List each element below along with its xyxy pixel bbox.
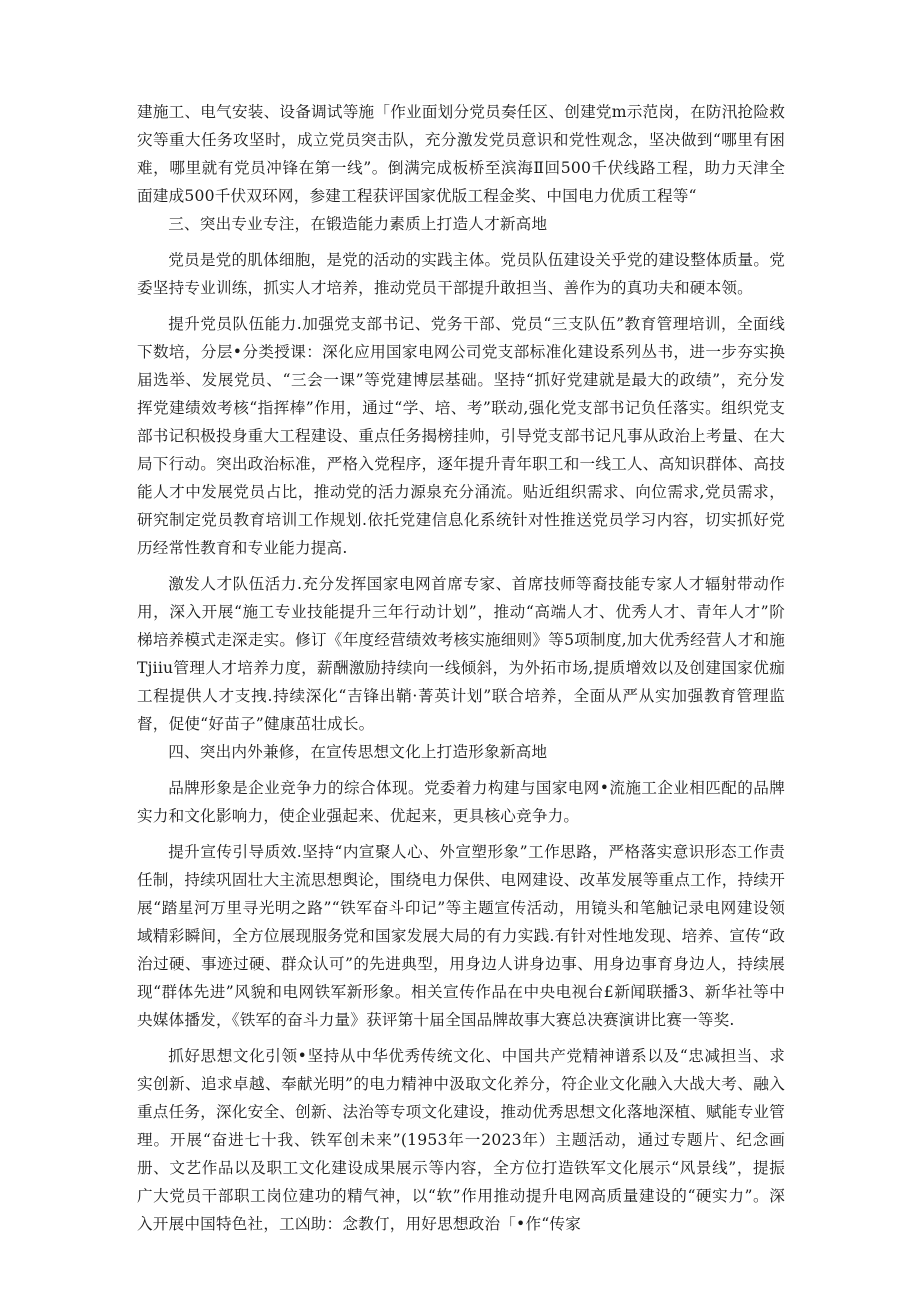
section-heading-3: 三、突出专业专注，在锻造能力素质上打造人才新高地 (168, 215, 548, 233)
body-paragraph: 提升宣传引导质效.坚持“内宣聚人心、外宣塑形象”工作思路，严格落实意识形态工作责任制，持续巩固壮大主流思想舆论，围绕电力保供、电网建设、改革发展等重点工作，持续开展“踏星河万里寻光明之路”“铁军奋斗印记”等主题宣传活动，用镜头和笔触记录电网建设领域精彩瞬间，全方位展现服务党和国家发展大局的有力实践.有针对性地发现、培养、宣传“政治过硬、事迹过硬、群众认可”的先进典型，用身边人讲身边事、用身边事育身边人，持续展现“群体先进”风貌和电网铁军新形象。相关宣传作品在中央电视台£新闻联播3、新华社等中央媒体播发，《铁军的奋斗力量》获评第十届全国品牌故事大赛总决赛演讲比赛一等奖. (137, 843, 785, 1029)
body-paragraph: 党员是党的肌体细胞，是党的活动的实践主体。党员队伍建设关乎党的建设整体质量。党委坚持专业训练，抓实人才培养，推动党员干部提升敢担当、善作为的真功夫和硬本领。 (137, 251, 785, 297)
body-paragraph: 品牌形象是企业竞争力的综合体现。党委着力构建与国家电网•流施工企业相匹配的品牌实力和文化影响力，使企业强起来、优起来，更具核心竞争力。 (137, 779, 785, 825)
body-paragraph: 抓好思想文化引领•坚持从中华优秀传统文化、中国共产党精神谱系以及“忠减担当、求实创新、追求卓越、奉献光明”的电力精神中汲取文化养分，符企业文化融入大战大考、融入重点任务，深化安全、创新、法治等专项文化建设，推动优秀思想文化落地深植、赋能专业管理。开展“奋进七十我、铁军创未来”(1953年一2023年）主题活动，通过专题片、纪念画册、文艺作品以及职工文化建设成果展示等内容，全方位打造铁军文化展示“风景线”，提振广大党员干部职工岗位建功的精气神，以“软”作用推动提升电网高质量建设的“硬实力”。深入开展中国特色社，工凶助：念教仃，用好思想政治「•作“传家 (137, 1047, 785, 1233)
document-page (137, 98, 785, 1238)
body-paragraph: 建施工、电气安装、设备调试等施「作业面划分党员奏任区、创建党m示范岗，在防汛抢险救灾等重大任务攻坚时，成立党员突击队，充分激发党员意识和党性观念，坚决做到“哪里有困难，哪里就有党员冲锋在第一线”。倒满完成板桥至滨海Ⅱ回500千伏线路工程，助力天津全面建成500千伏双环网，参建工程获评国家优版工程金奖、中国电力优质工程等“ (137, 103, 785, 205)
section-heading-4: 四、突出内外兼修，在宣传思想文化上打造形象新高地 (168, 743, 548, 761)
body-paragraph: 激发人才队伍活力.充分发挥国家电网首席专家、首席技师等裔技能专家人才辐射带动作用，深入开展“施工专业技能提升三年行动计划”，推动“高端人才、优秀人才、青年人才”阶梯培养模式走深走实。修订《年度经营绩效考核实施细则》等5项制度,加大优秀经营人才和施Tjiiu管理人才培养力度，薪酬激励持续向一线倾斜，为外拓市场,提质增效以及创建国家优痂工程提供人才支拽.持续深化“吉锋出鞘·菁英计划”联合培养，全面从严从实加强教育管理监督，促使“好苗子”健康茁壮成长。 (137, 575, 785, 733)
body-paragraph: 提升党员队伍能力.加强党支部书记、党务干部、党员“三支队伍”教育管理培训，全面线下数培，分层•分类授课：深化应用国家电网公司党支部标准化建设系列丛书，进一步夯实换届选举、发展党员、“三会一课”等党建博层基础。坚持“抓好党建就是最大的政绩”，充分发挥党建绩效考核“指挥棒”作用，通过“学、培、考”联动,强化党支部书记负任落实。组织党支部书记积极投身重大工程建设、重点任务揭榜挂帅，引导党支部书记凡事从政治上考量、在大局下行动。突出政治标准，严格入党程序，逐年提升青年职工和一线工人、高知识群体、高技能人才中发展党员占比，推动党的活力源泉充分涌流。贴近组织需求、向位需求,党员需求，研究制定党员教育培训工作规划.依托党建信息化系统针对性推送党员学习内容，切实抓好党历经常性教育和专业能力提高. (137, 315, 785, 557)
